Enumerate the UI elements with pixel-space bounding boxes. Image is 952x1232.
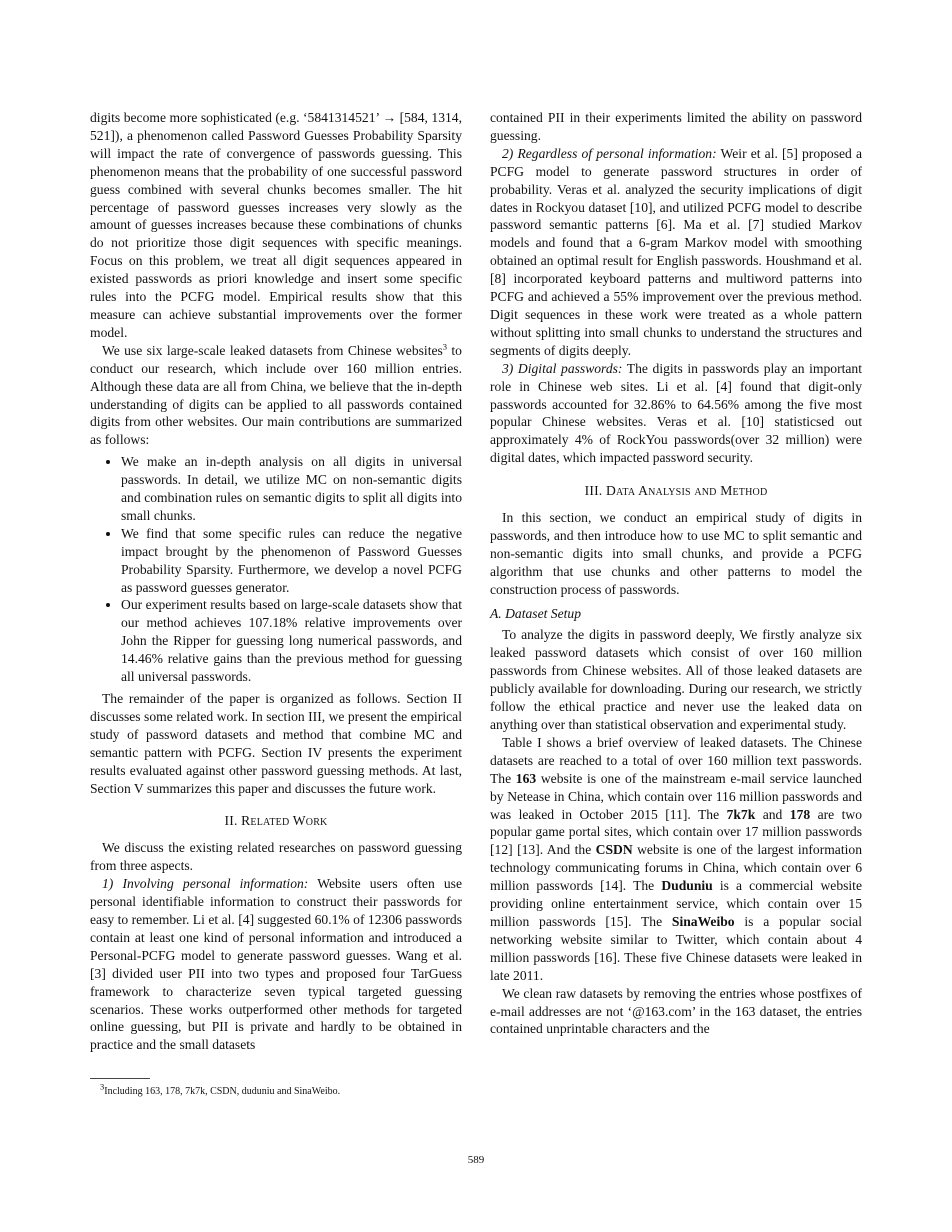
- list-item: • We make an in-depth analysis on all digits in universal passwords. In detail, we utilize MC on non-semantic digits and combination rules on semantic digits to split all digits into small chunks.: [121, 453, 462, 525]
- paragraph-intro-continued: digits become more sophisticated (e.g. ‘5841314521’ → [584, 1314, 521]), a phenomenon called Password Guesses Probability Sparsity will impact the rate of convergence of passwords guessing. This phenomenon means that the probability of one successful password guess combined with several chunks becomes smaller. The hit percentage of password guesses increases very slowly as the amount of guesses increases because these combinations of chunks do not prioritize those digit sequences with specific meanings. Focus on this problem, we treat all digit sequences appeared in existed passwords as priori knowledge and insert some specific rules into the PCFG model. Empirical results show that this measure can achieve substantial improvements over the former model.: [90, 110, 462, 340]
- text-run: is a commercial website providing online entertainment service, which contain over 15 million passwords [15]. The: [490, 878, 862, 929]
- text-run: website is one of the largest information technology communicating forums in China, which contain over 6 million passwords [14]. The: [490, 842, 862, 894]
- dataset-name: 163: [515, 770, 537, 786]
- footnote-text: Including 163, 178, 7k7k, CSDN, duduniu and SinaWeibo.: [104, 1086, 341, 1097]
- text-run: website is one of the mainstream e-mail service launched by Netease in China, which contain over 116 million passwords and was leaked in October 2015 [11]. The: [490, 770, 862, 822]
- paragraph-text: The digits in passwords play an important role in Chinese web sites. Li et al. [4] found that digit-only passwords accounted for 32.86% to 64.56% among the five most popular Chinese websites. Veras et al. [10] statisticsed out approximately 4% of RockYou passwords(over 32 million) were digital dates, which impacted password security.: [490, 360, 862, 466]
- paragraph-digital-passwords: [490, 360, 862, 467]
- paragraph-related-intro: We discuss the existing related researches on password guessing from three aspects.: [90, 840, 462, 874]
- paragraph-datasets: [90, 342, 462, 449]
- list-item: • We find that some specific rules can reduce the negative impact brought by the phenomenon of Password Guesses Probability Sparsity. Furthermore, we develop a novel PCFG as password guesses generator.: [121, 525, 462, 597]
- paragraph-personal-info: [90, 875, 462, 1054]
- paragraph-text: Website users often use personal identifiable information to construct their passwords for easy to remember. Li et al. [4] suggested 60.1% of 12306 passwords contain at least one kind of personal information and introduced a Personal-PCFG model to generate password guesses. Wang et al. [3] divided user PII into two types and proposed four TarGuess framework to characterize seven typical targeted guessing scenarios. These works outperformed other methods for targeted online guessing, but PII is private and hardly to be obtained in practice and the small datasets: [90, 876, 462, 1053]
- paragraph-label: 2) Regardless of personal information:: [502, 145, 717, 161]
- paragraph-table-overview: [490, 734, 862, 985]
- datasets-text-a: We use six large-scale leaked datasets from Chinese websites: [102, 342, 443, 358]
- paragraph-clean-datasets: We clean raw datasets by removing the entries whose postfixes of e-mail addresses are not ‘@163.com’ in the 163 dataset, the entries contained unprintable characters and the: [490, 985, 862, 1037]
- paragraph-label: 3) Digital passwords:: [502, 360, 623, 376]
- section-heading-related-work: II. Related Work: [224, 813, 328, 829]
- paragraph-dataset-analysis: To analyze the digits in password deeply, We firstly analyze six leaked password datasets which consist of over 160 million passwords from Chinese websites. All of those leaked datasets are publicly available for downloading. During our research, we strictly follow the ethical practice and never use the leaked data on anything over than statistical observation and experimental study.: [490, 627, 862, 732]
- text-run: is a popular social networking website similar to Twitter, which contain about 4 million passwords [16]. These five Chinese datasets were leaked in late 2011.: [490, 913, 862, 983]
- datasets-text-b: to conduct our research, which include over 160 million entries. Although these data are all from China, we believe that the in-depth understanding of digits can be applied to all passwords contained digits from other websites. Our main contributions are summarized as follows:: [90, 342, 462, 448]
- text-run: Table I shows a brief overview of leaked datasets. The Chinese datasets are reached to a total of over 160 million text passwords. The: [490, 734, 862, 786]
- footnote-mark: 3: [442, 341, 448, 352]
- section-heading-data-analysis: III. Data Analysis and Method: [584, 483, 768, 499]
- footnote: [100, 1081, 341, 1097]
- text-run: and: [755, 806, 790, 822]
- paragraph-label: 1) Involving personal information:: [102, 876, 309, 892]
- right-column: [490, 109, 862, 1038]
- contributions-list: [90, 453, 462, 686]
- dataset-name: SinaWeibo: [671, 913, 735, 929]
- list-item: • Our experiment results based on large-scale datasets show that our method achieves 107.18% relative improvements over John the Ripper for guessing long numerical passwords, and 14.46% relative gains than the previous method for guessing all universal passwords.: [121, 596, 462, 686]
- footnote-divider: [90, 1078, 150, 1079]
- paragraph-pii-continued: contained PII in their experiments limited the ability on password guessing.: [490, 110, 862, 143]
- paragraph-text: Weir et al. [5] proposed a PCFG model to generate password structures in order of probability. Veras et al. analyzed the security implications of digit dates in Rockyou dataset [10], and utilized PCFG model to describe password semantic patterns [6]. Ma et al. [7] studied Markov models and found that a 6-gram Markov model with smoothing obtained an optimal result for English passwords. Houshmand et al. [8] incorporated keyboard patterns and multiword patterns into PCFG and achieved a 55% improvement over the previous method. Digit sequences in these work were treated as a whole pattern without splitting into small chunks to understand the structures and segments of digits deeply.: [490, 145, 862, 358]
- dataset-name: Duduniu: [661, 878, 713, 894]
- left-column: [90, 109, 462, 1054]
- page-number: 589: [467, 1154, 485, 1166]
- footnote-number: 3: [100, 1081, 105, 1092]
- paragraph-regardless-personal: [490, 145, 862, 360]
- dataset-name: CSDN: [595, 842, 633, 858]
- subsection-heading-dataset-setup: A. Dataset Setup: [490, 605, 581, 621]
- dataset-name: 178: [789, 806, 811, 822]
- paragraph-section3-intro: In this section, we conduct an empirical study of digits in passwords, and then introduce how to use MC to split semantic and non-semantic digits into small chunks, and provide a PCFG algorithm that use chunks and other patterns to model the construction process of passwords.: [490, 510, 862, 597]
- paragraph-organization: The remainder of the paper is organized as follows. Section II discusses some related work. In section III, we present the empirical study of password datasets and method that combine MC and semantic pattern with PCFG. Section IV presents the experiment results evaluated against other password guessing methods. At last, Section V summarizes this paper and discusses the future work.: [90, 691, 462, 796]
- dataset-name: 7k7k: [726, 806, 756, 822]
- text-run: are two popular game portal sites, which contain over 17 million passwords [12] [13]. And the: [490, 806, 862, 858]
